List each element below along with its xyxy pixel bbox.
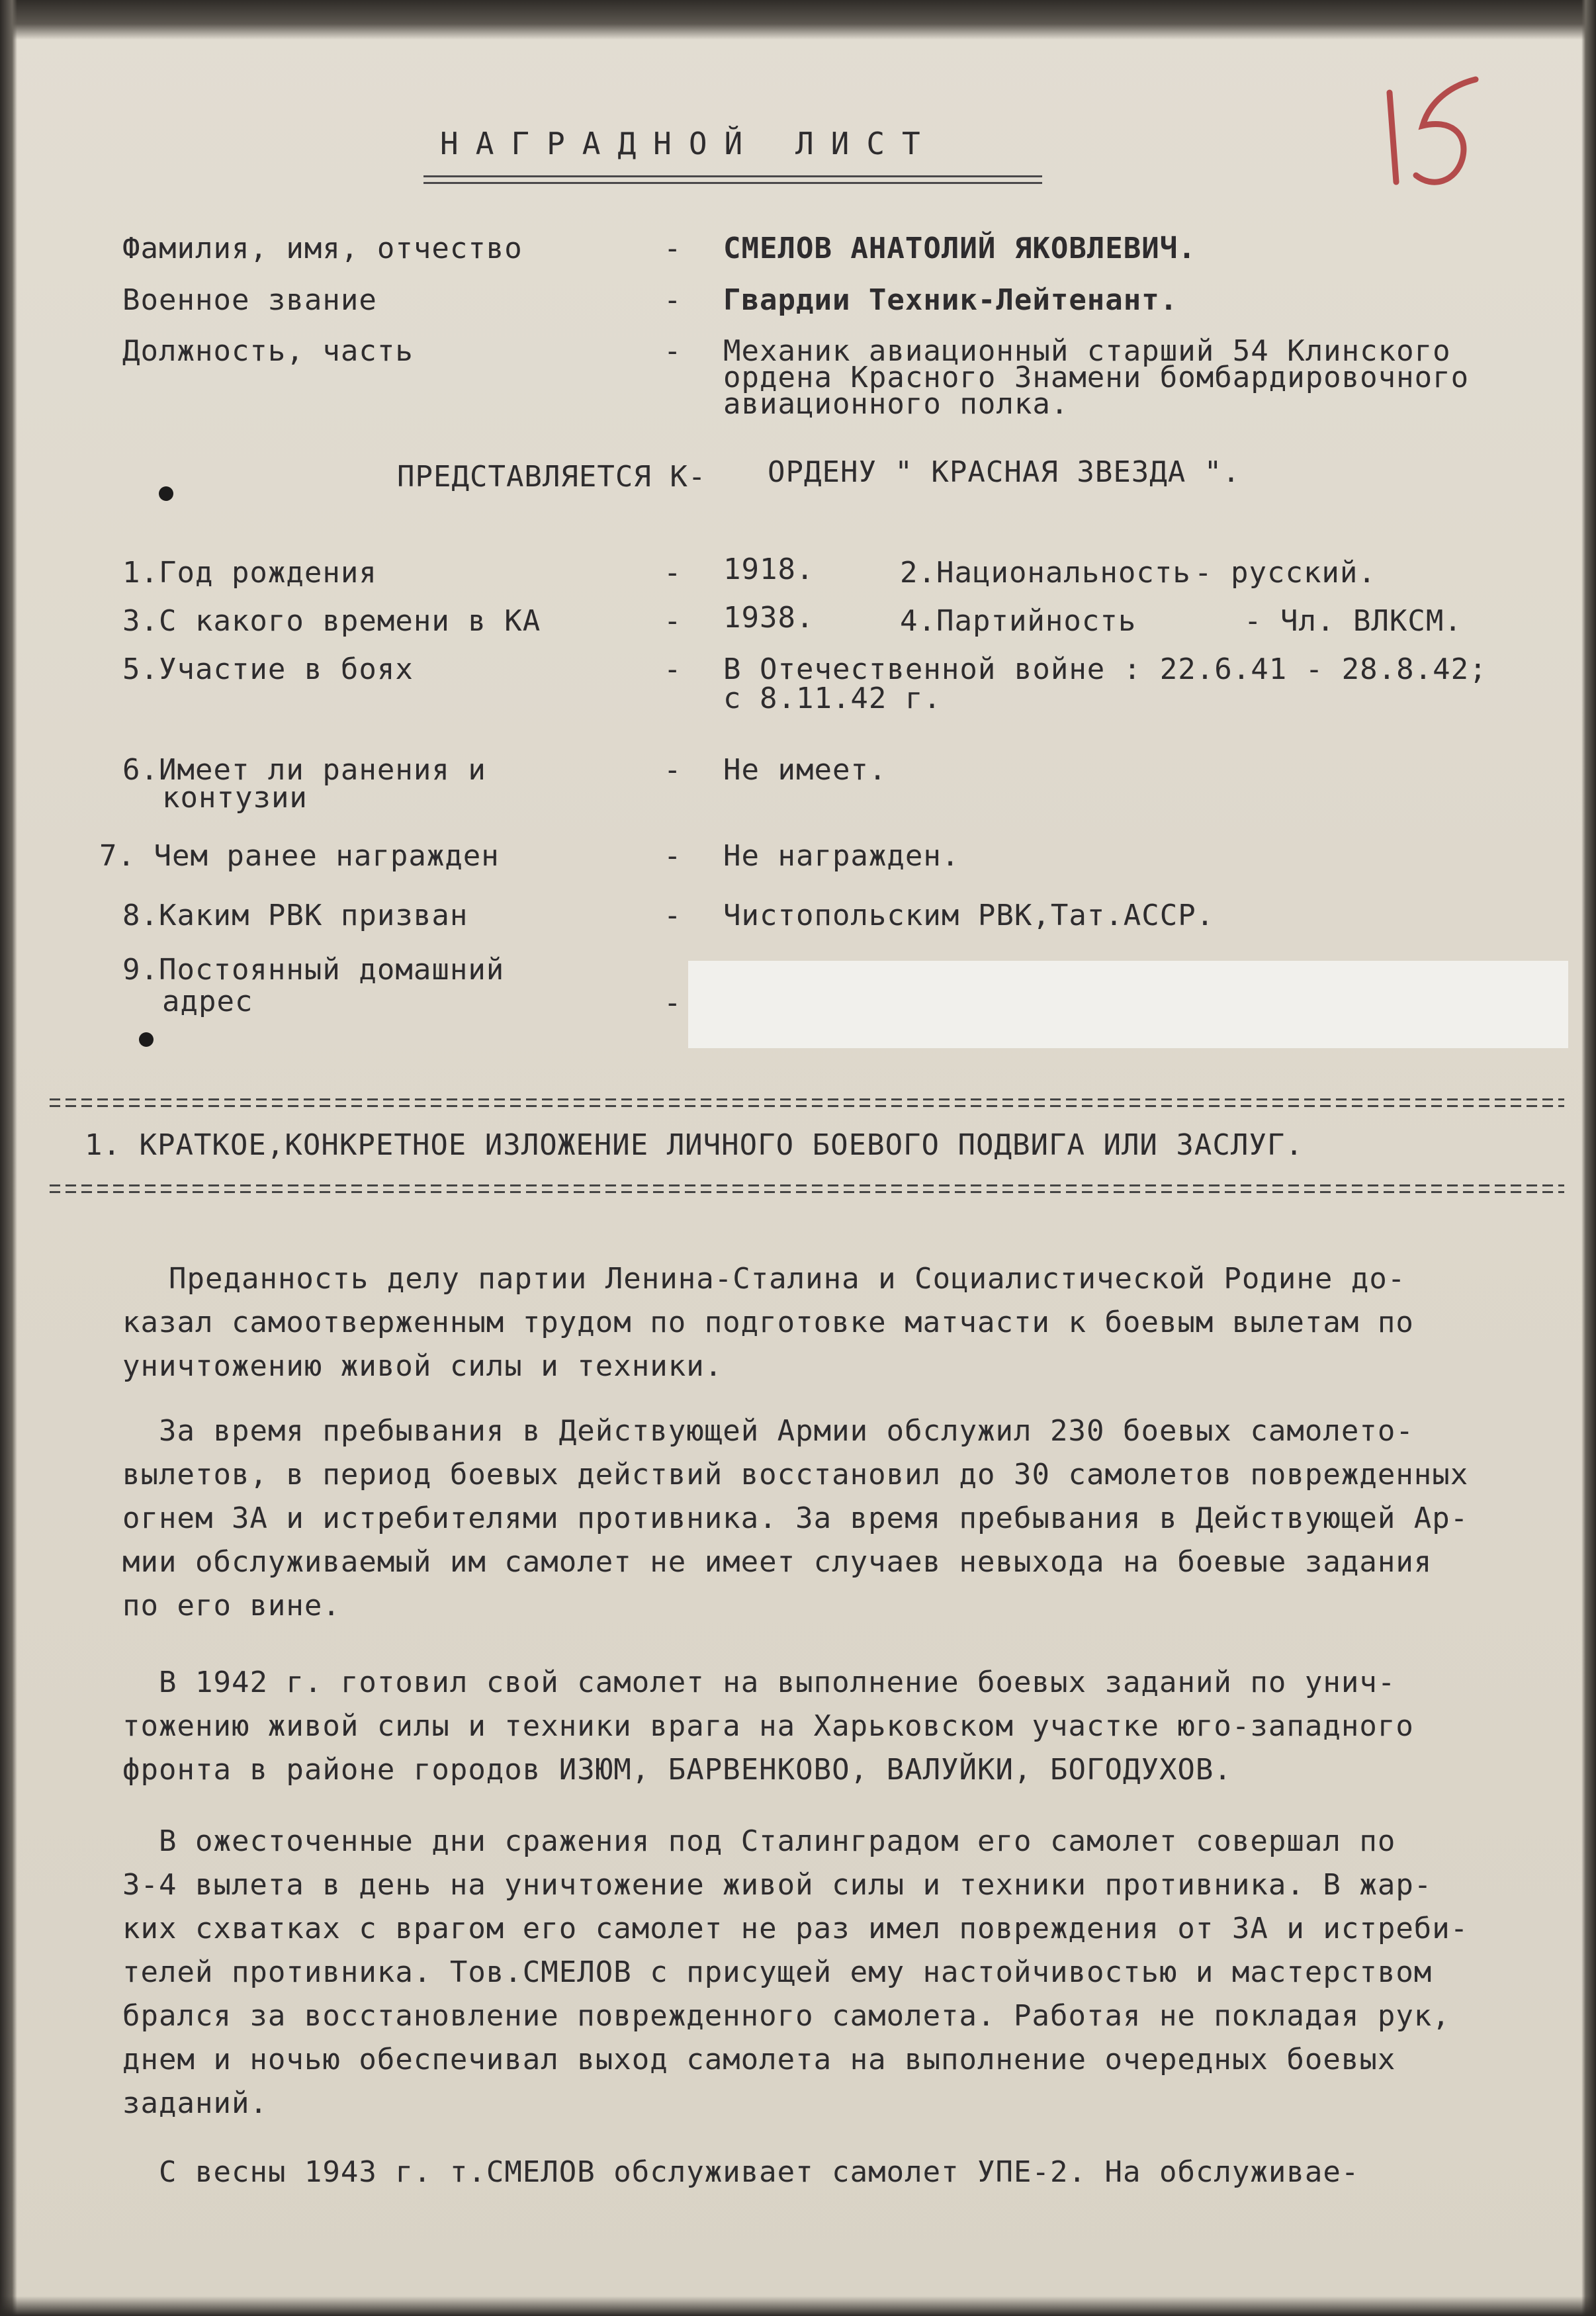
field-value-position-line: Механик авиационный старший 54 Клинского [723,334,1451,368]
paragraph [122,1661,1532,1792]
field-value-rank: Гвардии Техник-Лейтенант. [723,283,1178,317]
field-value-position-line: авиационного полка. [723,387,1069,421]
item-dash: - [664,753,682,787]
text-line: огнем ЗА и истребителями противника. За время пребывания в Действующей Ар- [122,1501,1469,1535]
section-rule [50,1105,1564,1107]
section-rule [50,1184,1564,1186]
nomination-award: ОРДЕНУ " КРАСНАЯ ЗВЕЗДА ". [768,455,1241,489]
field-value-position-line: ордена Красного Знамени бомбардировочного [723,361,1470,394]
text-line: В 1942 г. готовил свой самолет на выполнение боевых заданий по унич- [159,1666,1396,1699]
text-line: фронта в районе городов ИЗЮМ, БАРВЕНКОВО, ВАЛУЙКИ, БОГОДУХОВ. [122,1753,1232,1787]
paragraph [122,2151,1532,2194]
field-dash: - [664,283,682,317]
text-line: телей противника. Тов.СМЕЛОВ с присущей ему настойчивостью и мастерством [122,1955,1433,1989]
item-dash: - [664,556,682,590]
title-underline [423,175,1042,177]
scan-edge-left [0,0,17,2316]
text-line: вылетов, в период боевых действий восстановил до 30 самолетов поврежденных [122,1458,1469,1492]
item-label-line: контузии [162,781,308,815]
text-line: 3-4 вылета в день на уничтожение живой силы и техники противника. В жар- [122,1868,1433,1902]
field-label-position: Должность, часть [122,334,414,368]
section-heading: 1. КРАТКОЕ,КОНКРЕТНОЕ ИЗЛОЖЕНИЕ ЛИЧНОГО БОЕВОГО ПОДВИГА ИЛИ ЗАСЛУГ. [85,1128,1304,1162]
field-value-name: СМЕЛОВ АНАТОЛИЙ ЯКОВЛЕВИЧ. [723,232,1196,265]
nomination-prefix: ПРЕДСТАВЛЯЕТСЯ К- [397,460,707,494]
item-extra-value: - русский. [1194,556,1376,590]
item-dash: - [664,899,682,932]
text-line: тожению живой силы и техники врага на Харьковском участке юго-западного [122,1709,1414,1743]
page-title: НАГРАДНОЙ ЛИСТ [440,126,938,161]
item-dash: - [664,652,682,686]
scan-edge-right [1581,0,1596,2316]
item-dash: - [664,604,682,638]
paragraph [122,1409,1532,1628]
punch-hole [159,486,173,501]
item-value: Чистопольским РВК,Тат.АССР. [723,899,1215,932]
text-line: днем и ночью обеспечивал выход самолета на выполнение очередных боевых [122,2043,1396,2076]
item-label-line: 9.Постоянный домашний [122,953,505,987]
item-label: 1.Год рождения [122,556,377,590]
item-label: 5.Участие в боях [122,652,414,686]
item-value: Не награжден. [723,839,960,873]
text-line: заданий. [122,2086,268,2120]
text-line: казал самоотверженным трудом по подготовке матчасти к боевым вылетам по [122,1306,1414,1339]
field-label-name: Фамилия, имя, отчество [122,232,523,265]
text-line: В ожесточенные дни сражения под Сталинградом его самолет совершал по [159,1824,1396,1858]
item-label-line: 6.Имеет ли ранения и [122,753,486,787]
text-line: С весны 1943 г. т.СМЕЛОВ обслуживает самолет УПЕ-2. На обслуживае- [159,2155,1360,2189]
redacted-address-block [688,961,1568,1048]
item-value-line: с 8.11.42 г. [723,682,942,715]
item-value: 1938. [723,601,815,635]
item-value: Не имеет. [723,753,887,787]
item-extra-label: 2.Национальность [900,556,1191,590]
item-extra-value: - Чл. ВЛКСМ. [1244,604,1462,638]
field-label-rank: Военное звание [122,283,377,317]
item-extra-label: 4.Партийность [900,604,1137,638]
item-dash: - [664,986,682,1020]
text-line: уничтожению живой силы и техники. [122,1349,723,1383]
text-line: по его вине. [122,1589,341,1623]
scan-edge-bottom [0,2296,1596,2316]
section-rule [50,1098,1564,1100]
paragraph [122,1820,1532,2125]
item-value-line: В Отечественной войне : 22.6.41 - 28.8.42; [723,652,1487,686]
item-label: 8.Каким РВК призван [122,899,468,932]
text-line: мии обслуживаемый им самолет не имеет случаев невыхода на боевые задания [122,1545,1433,1579]
field-dash: - [664,232,682,265]
text-line: ких схватках с врагом его самолет не раз имел повреждения от ЗА и истреби- [122,1912,1469,1945]
section-rule [50,1191,1564,1193]
text-line: За время пребывания в Действующей Армии обслужил 230 боевых самолето- [159,1414,1414,1448]
text-line: Преданность делу партии Ленина-Сталина и Социалистической Родине до- [169,1262,1406,1296]
field-dash: - [664,334,682,368]
item-label: 7. Чем ранее награжден [99,839,500,873]
punch-hole [139,1032,154,1047]
text-line: брался за восстановление поврежденного самолета. Работая не покладая рук, [122,1999,1450,2033]
paragraph [122,1257,1532,1388]
item-dash: - [664,839,682,873]
item-value: 1918. [723,553,815,586]
item-label-line: адрес [162,985,253,1018]
item-label: 3.С какого времени в КА [122,604,541,638]
scan-edge-top [0,0,1596,40]
